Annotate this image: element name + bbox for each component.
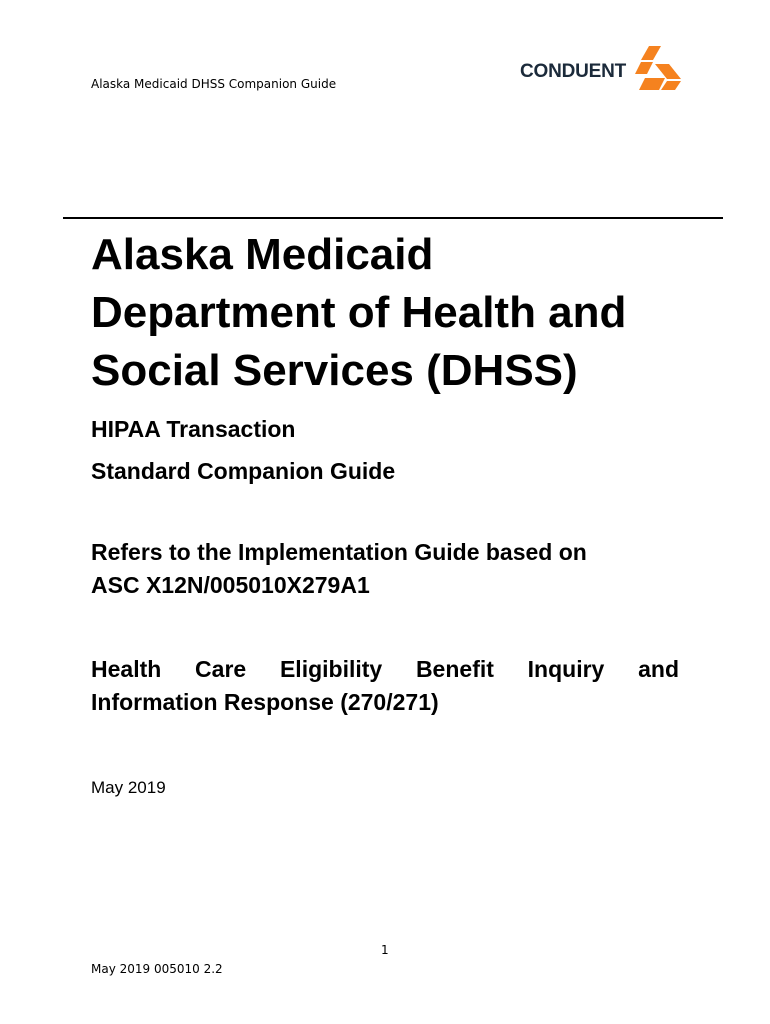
reference-line: Refers to the Implementation Guide based on [91, 539, 587, 565]
running-header: Alaska Medicaid DHSS Companion Guide [91, 77, 337, 91]
transaction-name-line: Health Care Eligibility Benefit Inquiry and [91, 656, 679, 682]
title-line: Alaska Medicaid [91, 230, 434, 279]
title-line: Department of Health and [91, 288, 627, 337]
subtitle-line: HIPAA Transaction [91, 416, 296, 442]
logo-wordmark: CONDUENT [520, 61, 627, 82]
title-line: Social Services (DHSS) [91, 346, 578, 395]
footer-version: May 2019 005010 2.2 [91, 962, 223, 976]
publication-date: May 2019 [91, 778, 166, 797]
transaction-name-line: Information Response (270/271) [91, 689, 439, 715]
title-divider [63, 217, 723, 219]
conduent-mark-icon [635, 46, 683, 92]
document-subtitle [91, 408, 395, 492]
subtitle-line: Standard Companion Guide [91, 458, 396, 484]
reference-line: ASC X12N/005010X279A1 [91, 572, 370, 598]
document-title [91, 226, 711, 400]
implementation-guide-reference [91, 536, 691, 602]
conduent-logo [520, 46, 695, 96]
page-number: 1 [381, 943, 389, 957]
